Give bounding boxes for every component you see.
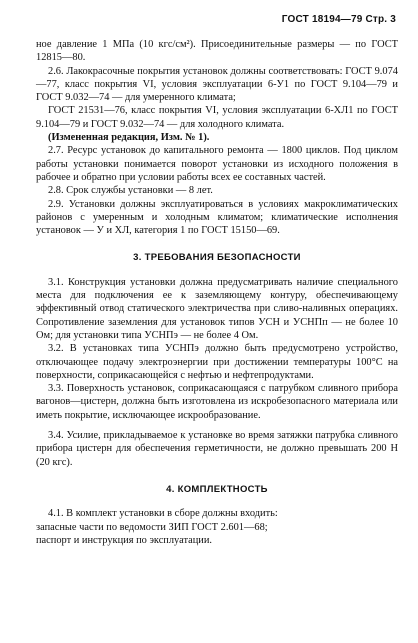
paragraph-3-3: 3.3. Поверхность установок, соприкасающаяся с патрубком сливного прибора вагонов—цистерн, должна быть изготовлена из искробезопасного материала или иметь покрытие, исключающее искрообразование. bbox=[36, 383, 398, 421]
section-4-title: 4. КОМПЛЕКТНОСТЬ bbox=[166, 483, 268, 495]
paragraph-2-6: 2.6. Лакокрасочные покрытия установок должны соответствовать: ГОСТ 9.074—77, класс покрытия VI, условия эксплуатации 6-У1 по ГОСТ 9.104—79 и ГОСТ 9.032—74 — для умеренного климата; bbox=[36, 65, 398, 104]
document-body bbox=[36, 38, 398, 547]
list-item-passport: паспорт и инструкция по эксплуатации. bbox=[36, 534, 213, 546]
paragraph-continuation: ное давление 1 МПа (10 кгс/см²). Присоединительные размеры — по ГОСТ 12815—80. bbox=[36, 39, 398, 64]
paragraph-4-1: 4.1. В комплект установки в сборе должны входить: bbox=[48, 508, 278, 520]
amendment-note: (Измененная редакция, Изм. № 1). bbox=[48, 132, 210, 144]
paragraph-3-1: 3.1. Конструкция установки должна предусматривать наличие специального места для подключения ее к заземляющему контуру, обеспечивающему эффективный отвод статического электричества при сливо-наливных операциях. Сопротивление заземления для установок типов УСН и УСНПп — не более 10 Ом; для установки типа УСНПэ — не более 4 Ом. bbox=[36, 276, 398, 341]
paragraph-2-6-cold: ГОСТ 21531—76, класс покрытия VI, условия эксплуатации 6-ХЛ1 по ГОСТ 9.104—79 и ГОСТ 9.032—74 — для холодного климата. bbox=[36, 105, 398, 130]
page-header: ГОСТ 18194—79 Стр. 3 bbox=[281, 14, 396, 25]
paragraph-3-2: 3.2. В установках типа УСНПэ должно быть предусмотрено устройство, отключающее подачу электроэнергии при достижении температуры 100°C на поверхности, соприкасающейся с нефтью и нефтепродуктами. bbox=[36, 343, 398, 381]
section-3-title: 3. ТРЕБОВАНИЯ БЕЗОПАСНОСТИ bbox=[133, 252, 301, 264]
paragraph-2-9: 2.9. Установки должны эксплуатироваться в условиях макроклиматических районов с умеренным и холодным климатом; климатические исполнения установок — У и ХЛ, категория 1 по ГОСТ 15150—69. bbox=[36, 198, 398, 237]
paragraph-3-4: 3.4. Усилие, прикладываемое к установке во время затяжки патрубка сливного прибора цистерн для обеспечения герметичности, не должно превышать 200 Н (20 кгс). bbox=[36, 430, 398, 468]
paragraph-2-7: 2.7. Ресурс установок до капитального ремонта — 1800 циклов. Под циклом работы установки понимается поворот установки из исходного положения в рабочее и обратно при условии работы всех ее составных частей. bbox=[36, 145, 398, 183]
paragraph-2-8: 2.8. Срок службы установки — 8 лет. bbox=[48, 185, 213, 197]
list-item-spare-parts: запасные части по ведомости ЗИП ГОСТ 2.601—68; bbox=[36, 521, 268, 533]
